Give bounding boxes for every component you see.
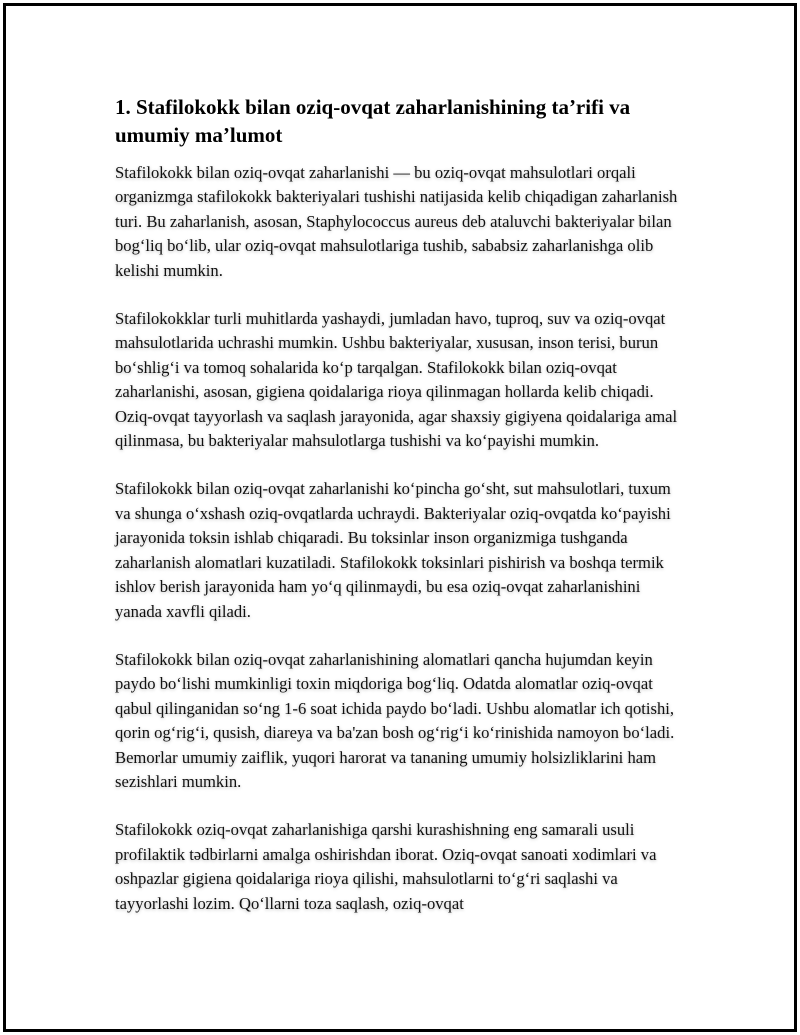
section-heading: 1. Stafilokokk bilan oziq-ovqat zaharlanishining ta’rifi va umumiy ma’lumot [115, 95, 631, 147]
paragraph-symptoms: Stafilokokk bilan oziq-ovqat zaharlanishining alomatlari qancha hujumdan keyin paydo bo‘lishi mumkinligi toxin miqdoriga bog‘liq. Odatda alomatlar oziq-ovqat qabul qilinganidan so‘ng 1-6 soat ichida paydo bo‘ladi. Ushbu alomatlar ich qotishi, qorin og‘rig‘i, qusish, diareya va ba'zan bosh og‘rig‘i ko‘rinishida namoyon bo‘ladi. Bemorlar umumiy zaiflik, yuqori harorat va tananing umumiy holsizliklarini ham sezishlari mumkin. [115, 649, 675, 791]
document-body [115, 93, 687, 940]
paragraph-habitat: Stafilokokklar turli muhitlarda yashaydi, jumladan havo, tuproq, suv va oziq-ovqat mahsulotlarida uchrashi mumkin. Ushbu bakteriyalar, xususan, inson terisi, burun bo‘shlig‘i va tomoq sohalarida ko‘p tarqalgan. Stafilokokk bilan oziq-ovqat zaharlanishi, asosan, gigiena qoidalariga rioya qilinmagan hollarda kelib chiqadi. Oziq-ovqat tayyorlash va saqlash jarayonida, agar shaxsiy gigiyena qoidalariga amal qilinmasa, bu bakteriyalar mahsulotlarga tushishi va ko‘payishi mumkin. [115, 309, 678, 451]
paragraph-sources: Stafilokokk bilan oziq-ovqat zaharlanishi ko‘pincha go‘sht, sut mahsulotlari, tuxum va shunga o‘xshash oziq-ovqatlarda uchraydi. Bakteriyalar oziq-ovqatda ko‘payishi jarayonida toksin ishlab chiqaradi. Bu toksinlar inson organizmiga tushganda zaharlanish alomatlari kuzatiladi. Stafilokokk toksinlari pishirish va boshqa termik ishlov berish jarayonida ham yo‘q qilinmaydi, bu esa oziq-ovqat zaharlanishini yanada xavfli qiladi. [115, 479, 671, 621]
paragraph-definition: Stafilokokk bilan oziq-ovqat zaharlanishi — bu oziq-ovqat mahsulotlari orqali organizmga stafilokokk bakteriyalari tushishi natijasida kelib chiqadigan zaharlanish turi. Bu zaharlanish, asosan, Staphylococcus aureus deb ataluvchi bakteriyalar bilan bog‘liq bo‘lib, ular oziq-ovqat mahsulotlariga tushib, sababsiz zaharlanishga olib kelishi mumkin. [115, 163, 678, 280]
paragraph-prevention: Stafilokokk oziq-ovqat zaharlanishiga qarshi kurashishning eng samarali usuli profilaktik tədbirlarni amalga oshirishdan iborat. Oziq-ovqat sanoati xodimlari va oshpazlar gigiena qoidalariga rioya qilishi, mahsulotlarni to‘g‘ri saqlashi va tayyorlashi lozim. Qo‘llarni toza saqlash, oziq-ovqat [115, 820, 657, 913]
